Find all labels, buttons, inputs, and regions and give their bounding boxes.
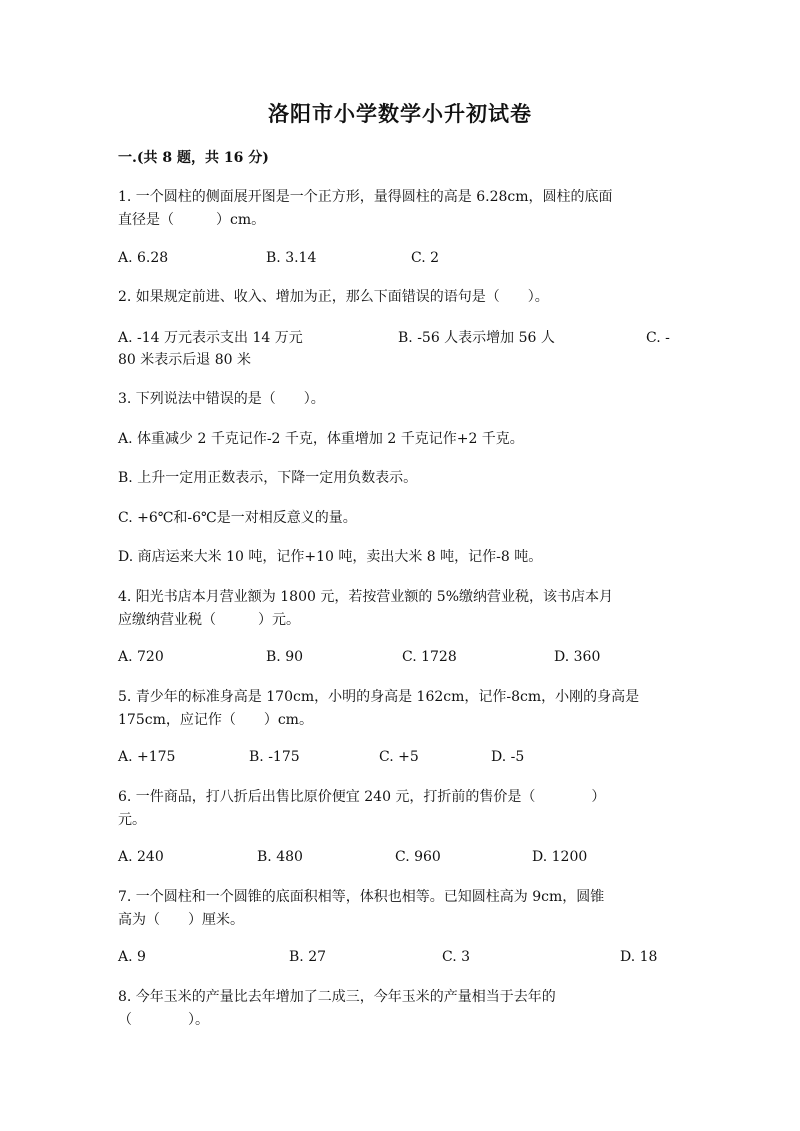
option-b: B. -56 人表示增加 56 人 [398,330,555,346]
option-b: B. 90 [266,649,304,665]
option-d: D. 360 [554,649,601,665]
option-a: A. 240 [118,849,164,865]
question-4-line-2: 应缴纳营业税（ ）元。 [118,612,300,628]
question-7-options [118,946,684,969]
option-c: C. 2 [411,250,440,266]
option-a: A. 9 [118,949,146,965]
option-c: C. 1728 [402,649,457,665]
option-a: A. +175 [118,749,176,765]
question-3 [118,388,684,411]
question-3-statement-c: C. +6℃和-6℃是一对相反意义的量。 [118,510,357,526]
question-2 [118,286,684,309]
option-b: B. 3.14 [266,250,317,266]
question-2-option-c-continued: 80 米表示后退 80 米 [118,352,251,368]
question-4 [118,586,684,632]
page-title: 洛阳市小学数学小升初试卷 [268,101,532,126]
question-7-line-1: 7. 一个圆柱和一个圆锥的底面积相等，体积也相等。已知圆柱高为 9cm，圆锥 [118,889,605,905]
question-8 [118,986,684,1032]
question-7 [118,886,684,932]
question-3-line-1: 3. 下列说法中错误的是（ ）。 [118,391,325,407]
option-a: A. 720 [118,649,164,665]
question-2-options [118,327,684,350]
question-3-statement-a: A. 体重减少 2 千克记作-2 千克，体重增加 2 千克记作+2 千克。 [118,431,524,447]
option-a: A. 6.28 [118,250,169,266]
question-5 [118,686,684,732]
question-6-options [118,846,684,869]
question-6 [118,786,684,832]
option-d: D. -5 [491,749,525,765]
option-b: B. -175 [249,749,300,765]
question-7-line-2: 高为（ ）厘米。 [118,912,244,928]
option-c: C. +5 [379,749,419,765]
section-heading: 一.(共 8 题，共 16 分) [118,150,269,166]
option-c: C. 3 [442,949,471,965]
option-d: D. 1200 [532,849,588,865]
question-1-line-1: 1. 一个圆柱的侧面展开图是一个正方形，量得圆柱的高是 6.28cm，圆柱的底面 [118,189,613,205]
question-4-line-1: 4. 阳光书店本月营业额为 1800 元，若按营业额的 5%缴纳营业税，该书店本月 [118,589,613,605]
question-5-line-2: 175cm，应记作（ ）cm。 [118,712,313,728]
question-2-line-1: 2. 如果规定前进、收入、增加为正，那么下面错误的语句是（ ）。 [118,289,549,305]
option-b: B. 480 [257,849,303,865]
question-4-options [118,646,684,669]
question-5-options [118,746,684,769]
question-1-line-2: 直径是（ ）cm。 [118,212,266,228]
question-1-options [118,247,684,270]
option-c: C. 960 [395,849,441,865]
question-3-statement-d: D. 商店运来大米 10 吨，记作+10 吨，卖出大米 8 吨，记作-8 吨。 [118,549,543,565]
option-a: A. -14 万元表示支出 14 万元 [118,330,303,346]
question-5-line-1: 5. 青少年的标准身高是 170cm，小明的身高是 162cm，记作-8cm，小刚的身高是 [118,689,640,705]
question-6-line-2: 元。 [118,812,146,828]
option-b: B. 27 [289,949,327,965]
question-6-line-1: 6. 一件商品，打八折后出售比原价便宜 240 元，打折前的售价是（ ） [118,789,606,805]
question-8-line-2: （ ）。 [118,1012,209,1028]
option-d: D. 18 [620,949,658,965]
question-3-statement-b: B. 上升一定用正数表示，下降一定用负数表示。 [118,470,418,486]
option-c: C. - [646,330,670,346]
question-8-line-1: 8. 今年玉米的产量比去年增加了二成三，今年玉米的产量相当于去年的 [118,989,556,1005]
question-1 [118,186,684,232]
